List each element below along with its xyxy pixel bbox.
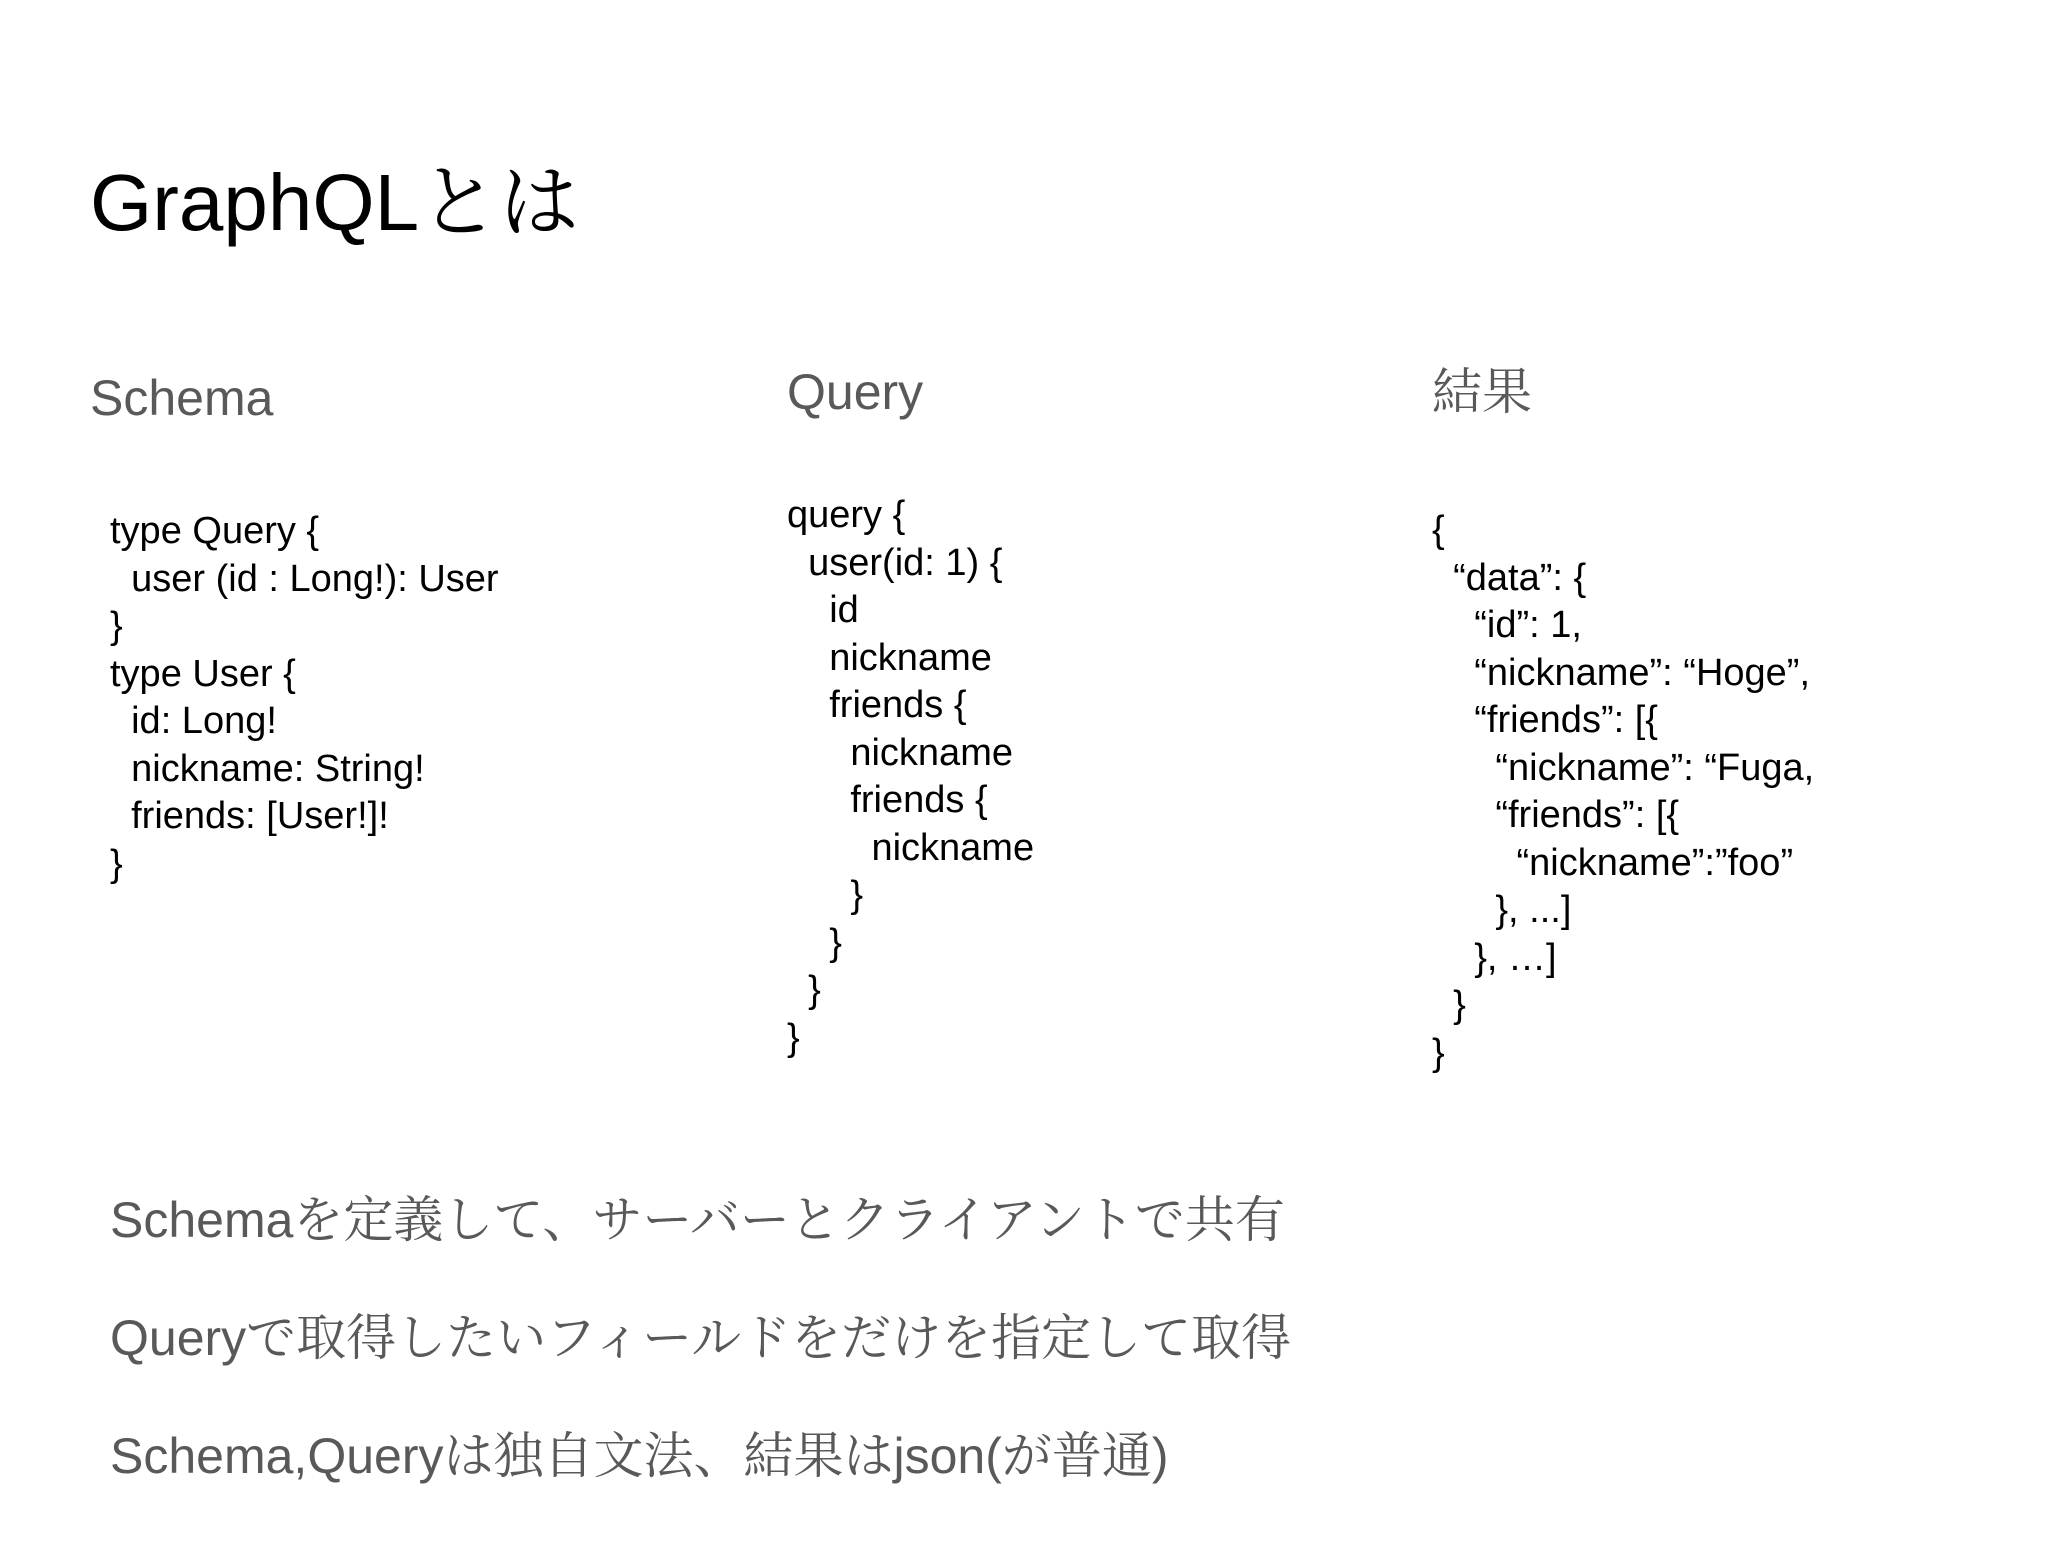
summary-list (110, 1190, 1291, 1544)
slide-title: GraphQLとは (90, 158, 580, 247)
result-code-block: { “data”: { “id”: 1, “nickname”: “Hoge”, “friends”: [{ “nickname”: “Fuga, “friends”: [{ “nickname”:”foo” }, ...] }, …] } } (1432, 509, 1815, 1074)
summary-item-schema: Schemaを定義して、サーバーとクライアントで共有 (110, 1192, 1285, 1248)
summary-item-syntax: Schema,Queryは独自文法、結果はjson(が普通) (110, 1428, 1169, 1484)
schema-code-block: type Query { user (id : Long!): User } type User { id: Long! nickname: String! friends: [User!]! } (110, 510, 499, 885)
schema-heading: Schema (90, 370, 274, 426)
summary-item-query: Queryで取得したいフィールドをだけを指定して取得 (110, 1310, 1292, 1366)
result-heading: 結果 (1432, 364, 1532, 420)
query-heading: Query (787, 364, 924, 420)
query-code-block: query { user(id: 1) { id nickname friends { nickname friends { nickname } } } } (787, 494, 1035, 1059)
